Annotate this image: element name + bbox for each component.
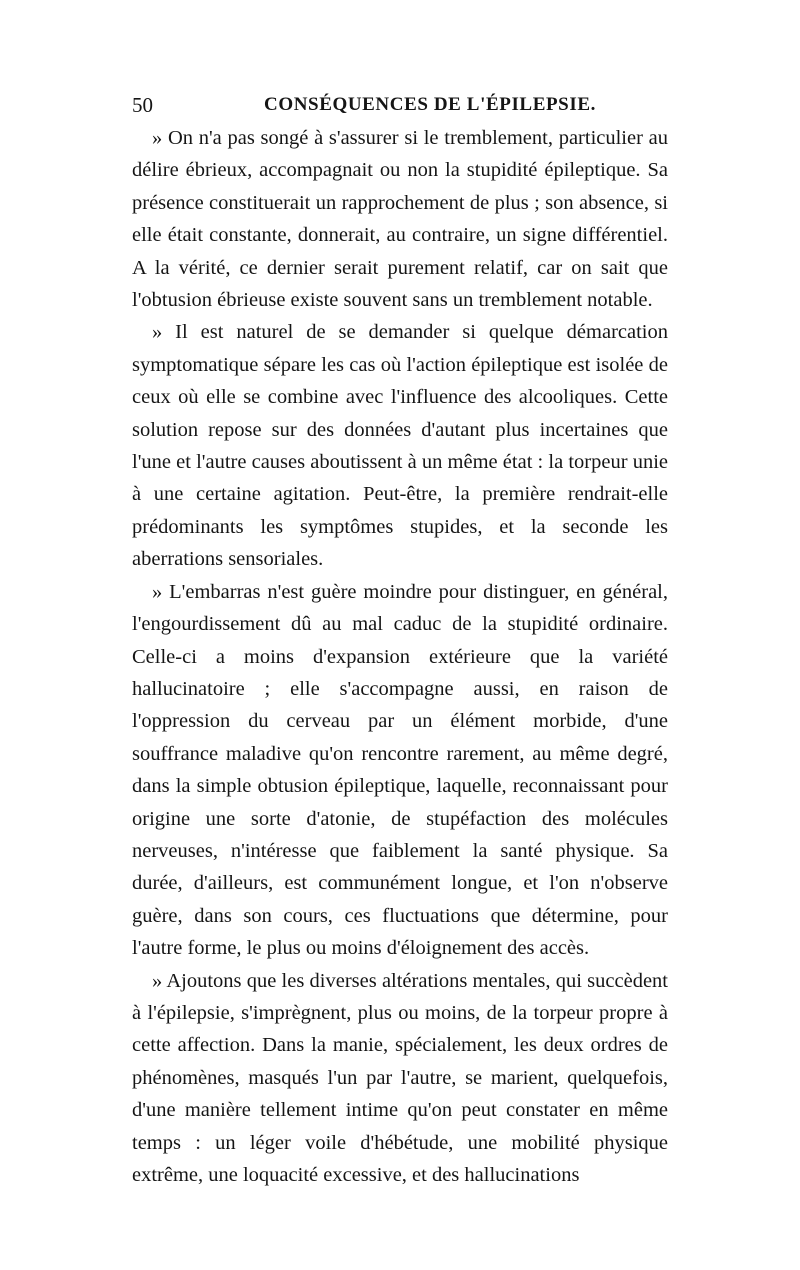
running-title: CONSÉQUENCES DE L'ÉPILEPSIE. bbox=[264, 94, 596, 115]
paragraph: » L'embarras n'est guère moindre pour distinguer, en général, l'engourdissement dû au mal caduc de la stupidité ordinaire. Celle-ci a moins d'expansion extérieure que la variété hallucinatoire ; elle s'accompagne aussi, en raison de l'oppression du cerveau par un élément morbide, d'une souffrance maladive qu'on rencontre rarement, au même degré, dans la simple obtusion épileptique, laquelle, reconnaissant pour origine une sorte d'atonie, de stupéfaction des molécules nerveuses, n'intéresse que faiblement la santé physique. Sa durée, d'ailleurs, est communément longue, et l'on n'observe guère, dans son cours, ces fluctuations que détermine, pour l'autre forme, le plus ou moins d'éloignement des accès. bbox=[132, 580, 668, 960]
page-header bbox=[132, 88, 668, 122]
paragraph: » Ajoutons que les diverses altérations mentales, qui succèdent à l'épilepsie, s'imprègnent, plus ou moins, de la torpeur propre à cette affection. Dans la manie, spécialement, les deux ordres de phénomènes, masqués l'un par l'autre, se marient, quelquefois, d'une manière tellement intime qu'on peut constater en même temps : un léger voile d'hébétude, une mobilité physique extrême, une loquacité excessive, et des hallucinations bbox=[132, 969, 668, 1186]
paragraph: » On n'a pas songé à s'assurer si le tremblement, particulier au délire ébrieux, accompagnait ou non la stupidité épileptique. Sa présence constituerait un rapprochement de plus ; son absence, si elle était constante, donnerait, au contraire, un signe différentiel. A la vérité, ce dernier serait purement relatif, car on sait que l'obtusion ébrieuse existe souvent sans un tremblement notable. bbox=[132, 127, 668, 312]
book-page bbox=[132, 88, 668, 1191]
paragraph: » Il est naturel de se demander si quelque démarcation symptomatique sépare les cas où l'action épileptique est isolée de ceux où elle se combine avec l'influence des alcooliques. Cette solution repose sur des données d'autant plus incertaines que l'une et l'autre causes aboutissent à un même état : la torpeur unie à une certaine agitation. Peut-être, la première rendrait-elle prédominants les symptômes stupides, et la seconde les aberrations sensoriales. bbox=[132, 321, 668, 571]
body-text bbox=[132, 122, 668, 1191]
page-number: 50 bbox=[132, 93, 153, 117]
